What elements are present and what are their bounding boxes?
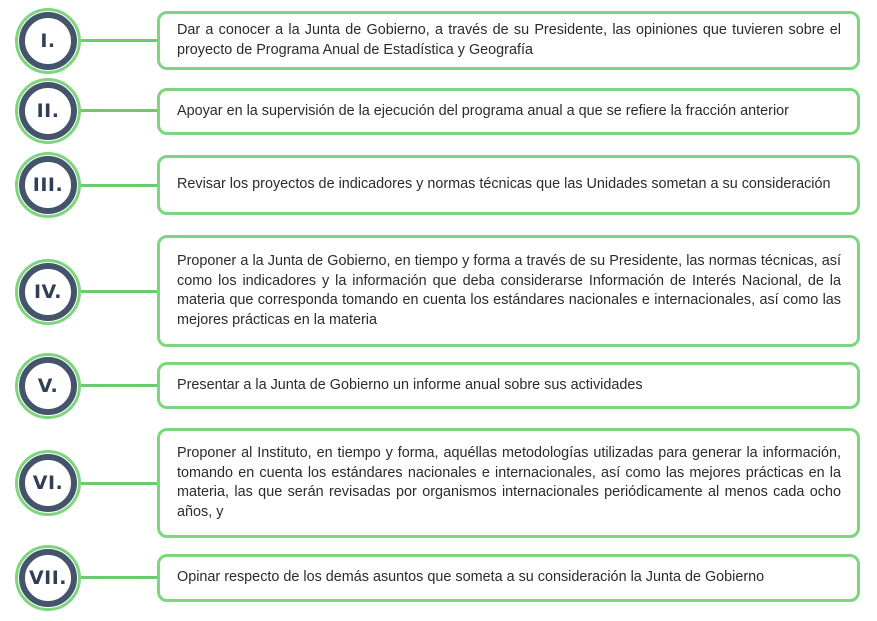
numeral-label: IV. bbox=[33, 281, 63, 303]
item-card bbox=[157, 554, 860, 602]
item-text: Proponer a la Junta de Gobierno, en tiempo y forma a través de su Presidente, las normas técnicas, así como los indicadores y la información que deba considerarse Información de Interés Nacional, de la materia que corresponda tomando en cuenta los estándares nacionales e internacionales, así como las mejores prácticas en la materia bbox=[177, 253, 841, 328]
item-text: Proponer al Instituto, en tiempo y forma, aquéllas metodologías utilizadas para generar la información, tomando en cuenta los estándares nacionales e internacionales, así como las mejores prácticas en la materia, las que serán revisadas por organismos internacionales periódicamente al menos cada ocho años, y bbox=[177, 445, 841, 520]
item-text: Opinar respecto de los demás asuntos que someta a su consideración la Junta de Gobierno bbox=[177, 569, 765, 586]
numeral-label: VI. bbox=[32, 472, 64, 494]
item-card bbox=[157, 235, 860, 347]
connector-line bbox=[76, 184, 160, 187]
item-text: Presentar a la Junta de Gobierno un informe anual sobre sus actividades bbox=[177, 376, 643, 393]
numeral-label: VII. bbox=[28, 567, 68, 589]
item-card bbox=[157, 88, 860, 135]
item-card bbox=[157, 155, 860, 215]
connector-line bbox=[76, 109, 160, 112]
connector-line bbox=[76, 384, 160, 387]
numeral-label: V. bbox=[37, 375, 59, 397]
connector-line bbox=[76, 482, 160, 485]
numeral-label: I. bbox=[40, 30, 56, 52]
numeral-badge bbox=[15, 8, 81, 74]
item-card bbox=[157, 11, 860, 70]
numeral-label: III. bbox=[32, 174, 64, 196]
numeral-badge bbox=[15, 545, 81, 611]
connector-line bbox=[76, 39, 160, 42]
item-text: Revisar los proyectos de indicadores y normas técnicas que las Unidades sometan a su consideración bbox=[177, 176, 831, 193]
item-text: Dar a conocer a la Junta de Gobierno, a través de su Presidente, las opiniones que tuvieren sobre el proyecto de Programa Anual de Estadística y Geografía bbox=[177, 22, 841, 58]
numeral-badge bbox=[15, 259, 81, 325]
numeral-badge bbox=[15, 152, 81, 218]
item-card bbox=[157, 362, 860, 409]
numeral-badge bbox=[15, 353, 81, 419]
numeral-label: II. bbox=[36, 100, 60, 122]
item-text: Apoyar en la supervisión de la ejecución del programa anual a que se refiere la fracción anterior bbox=[177, 102, 789, 119]
numeral-badge bbox=[15, 450, 81, 516]
connector-line bbox=[76, 576, 160, 579]
connector-line bbox=[76, 290, 160, 293]
numeral-badge bbox=[15, 78, 81, 144]
item-card bbox=[157, 428, 860, 538]
